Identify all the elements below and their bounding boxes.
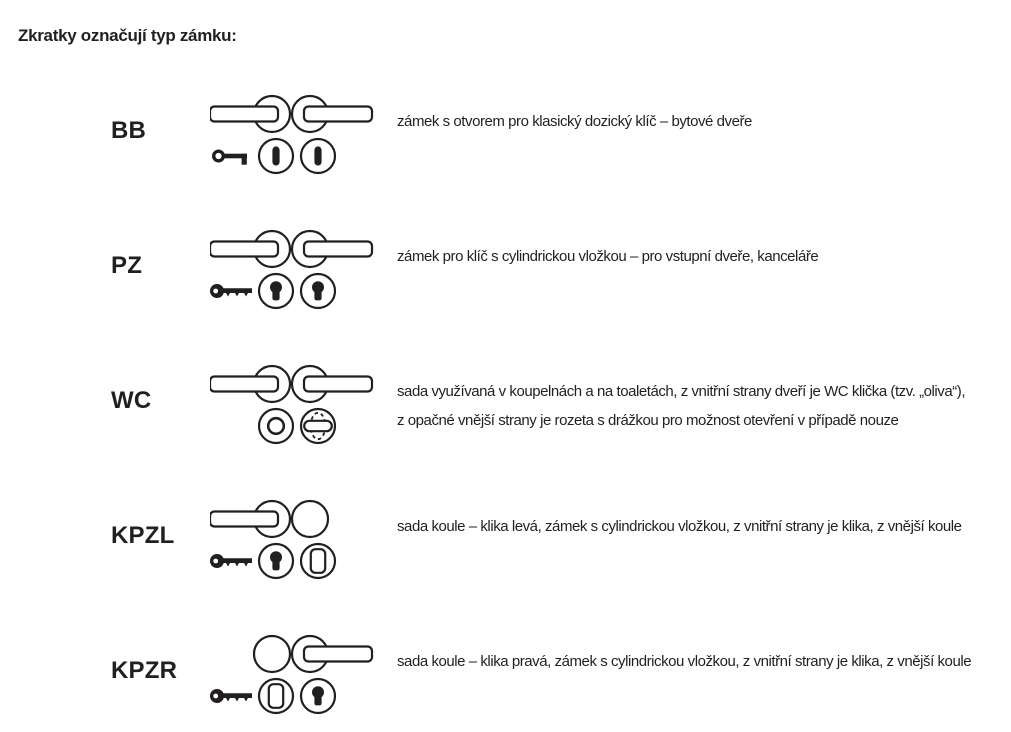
lock-type-row-bb (0, 90, 1011, 225)
lock-description (397, 512, 1011, 541)
handle-right-icon (292, 366, 372, 402)
rosette-pz-icon (259, 544, 293, 578)
handle-right-icon (292, 231, 372, 267)
lock-code: WC (111, 387, 152, 414)
knob-icon (292, 501, 328, 537)
lock-set-icon-wc (210, 364, 375, 448)
rosette-pz-icon (301, 679, 335, 713)
key-modern-icon (210, 284, 252, 298)
lock-code: KPZR (111, 657, 178, 684)
description-line: sada koule – klika levá, zámek s cylindrickou vložkou, z vnitřní strany je klika, z vnější koule (397, 518, 962, 535)
handle-right-icon (292, 636, 372, 672)
rosette-blind-icon (259, 679, 293, 713)
lock-set-icon-bb (210, 94, 375, 178)
rosette-bb-icon (259, 139, 293, 173)
lock-set-icon-pz (210, 229, 375, 313)
description-line: sada koule – klika pravá, zámek s cylindrickou vložkou, z vnitřní strany je klika, z vnější koule (397, 653, 972, 670)
description-line: z opačné vnější strany je rozeta s drážkou pro možnost otevření v případě nouze (397, 412, 899, 429)
description-line: zámek pro klíč s cylindrickou vložkou – pro vstupní dveře, kanceláře (397, 248, 819, 265)
handle-left-icon (210, 366, 290, 402)
lock-type-row-wc (0, 360, 1011, 495)
handle-left-icon (210, 501, 290, 537)
lock-description (397, 107, 1011, 136)
knob-icon (254, 636, 290, 672)
key-classic-icon (214, 151, 247, 165)
rosette-bb-icon (301, 139, 335, 173)
handle-left-icon (210, 96, 290, 132)
page-title: Zkratky označují typ zámku: (18, 26, 237, 45)
lock-type-row-kpzr (0, 630, 1011, 732)
lock-set-icon-kpzr (210, 634, 375, 718)
key-modern-icon (210, 554, 252, 568)
rosette-pz-icon (301, 274, 335, 308)
handle-left-icon (210, 231, 290, 267)
rosette-pz-icon (259, 274, 293, 308)
rosette-blind-icon (301, 544, 335, 578)
lock-code: KPZL (111, 522, 175, 549)
description-line: sada využívaná v koupelnách a na toaletách, z vnitřní strany dveří je WC klička (tzv. „oliva“), (397, 383, 966, 400)
lock-code: BB (111, 117, 147, 144)
rosette-groove-icon (259, 409, 293, 443)
description-line: zámek s otvorem pro klasický dozický klíč – bytové dveře (397, 113, 752, 130)
handle-right-icon (292, 96, 372, 132)
lock-description (397, 242, 1011, 271)
rosette-oliva-icon (301, 409, 335, 443)
lock-description (397, 377, 1011, 435)
lock-type-row-kpzl (0, 495, 1011, 630)
lock-description (397, 647, 1011, 676)
lock-type-row-pz (0, 225, 1011, 360)
key-modern-icon (210, 689, 252, 703)
lock-code: PZ (111, 252, 143, 279)
lock-set-icon-kpzl (210, 499, 375, 583)
